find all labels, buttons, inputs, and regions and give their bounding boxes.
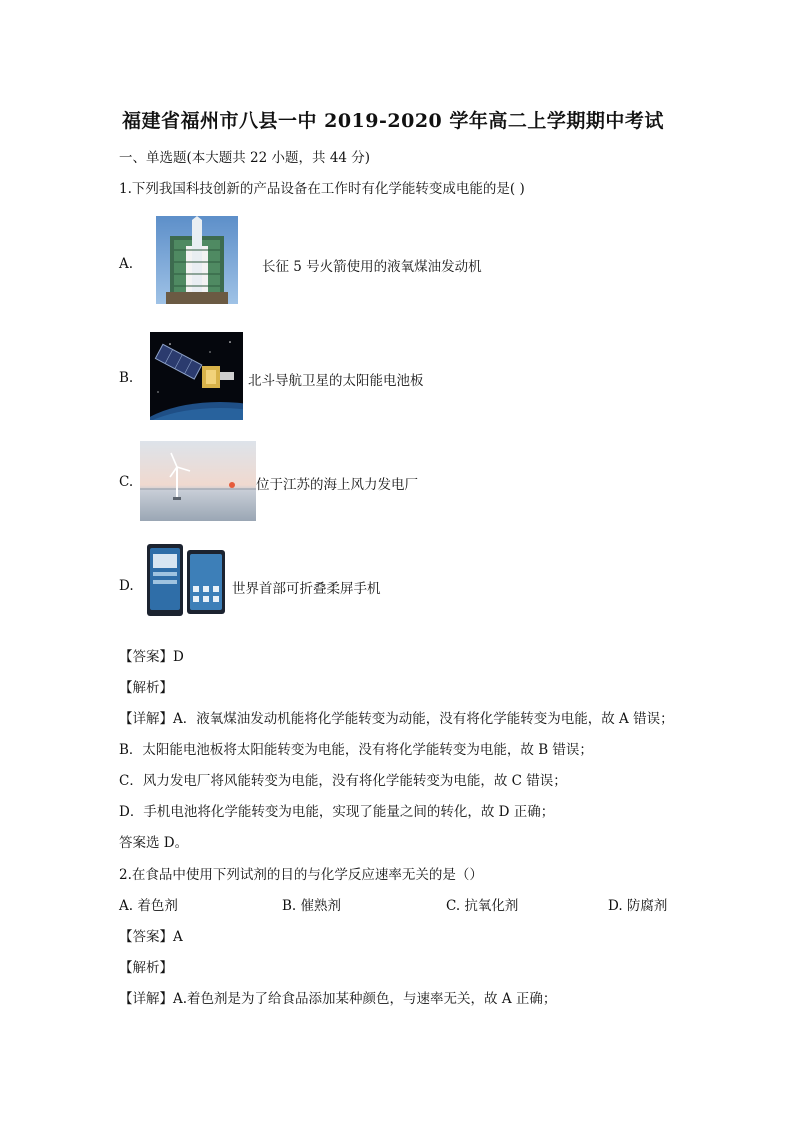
question-2-stem: 2.在食品中使用下列试剂的目的与化学反应速率无关的是（） xyxy=(119,867,483,883)
wind-turbine-image xyxy=(140,441,256,521)
q2-option-b: B. 催熟剂 xyxy=(282,898,342,914)
rocket-image xyxy=(156,216,238,304)
foldable-phone-image xyxy=(143,542,227,618)
question-1-stem: 1.下列我国科技创新的产品设备在工作时有化学能转变成电能的是( ) xyxy=(119,181,525,197)
option-a-caption: 长征 5 号火箭使用的液氧煤油发动机 xyxy=(262,259,482,275)
option-c-letter: C. xyxy=(119,474,134,490)
option-d-letter: D. xyxy=(119,578,134,594)
option-b-caption: 北斗导航卫星的太阳能电池板 xyxy=(248,373,424,389)
option-b-letter: B. xyxy=(119,370,134,386)
q1-analysis-label: 【解析】 xyxy=(119,680,173,696)
option-c-caption: 位于江苏的海上风力发电厂 xyxy=(256,477,418,493)
q1-detail-line: 答案选 D。 xyxy=(119,835,189,851)
page-title: 福建省福州市八县一中 2019-2020 学年高二上学期期中考试 xyxy=(122,110,664,132)
q2-option-c: C. 抗氧化剂 xyxy=(446,898,519,914)
q1-detail-line: 【详解】A．液氧煤油发动机能将化学能转变为动能，没有将化学能转变为电能，故 A 错误； xyxy=(119,711,674,727)
q1-detail-line: B．太阳能电池板将太阳能转变为电能，没有将化学能转变为电能，故 B 错误； xyxy=(119,742,593,758)
q2-option-d: D. 防腐剂 xyxy=(608,898,668,914)
q2-answer: 【答案】A xyxy=(119,929,183,945)
q2-option-a: A. 着色剂 xyxy=(119,898,178,914)
satellite-image xyxy=(150,332,243,420)
section-heading: 一、单选题(本大题共 22 小题，共 44 分) xyxy=(119,150,371,166)
q1-detail-line: D．手机电池将化学能转变为电能，实现了能量之间的转化，故 D 正确； xyxy=(119,804,555,820)
q2-analysis-label: 【解析】 xyxy=(119,960,173,976)
q2-detail-line: 【详解】A.着色剂是为了给食品添加某种颜色，与速率无关，故 A 正确； xyxy=(119,991,557,1007)
q1-answer: 【答案】D xyxy=(119,649,184,665)
q1-detail-line: C．风力发电厂将风能转变为电能，没有将化学能转变为电能，故 C 错误； xyxy=(119,773,567,789)
option-d-caption: 世界首部可折叠柔屏手机 xyxy=(232,581,381,597)
option-a-letter: A. xyxy=(119,256,134,272)
